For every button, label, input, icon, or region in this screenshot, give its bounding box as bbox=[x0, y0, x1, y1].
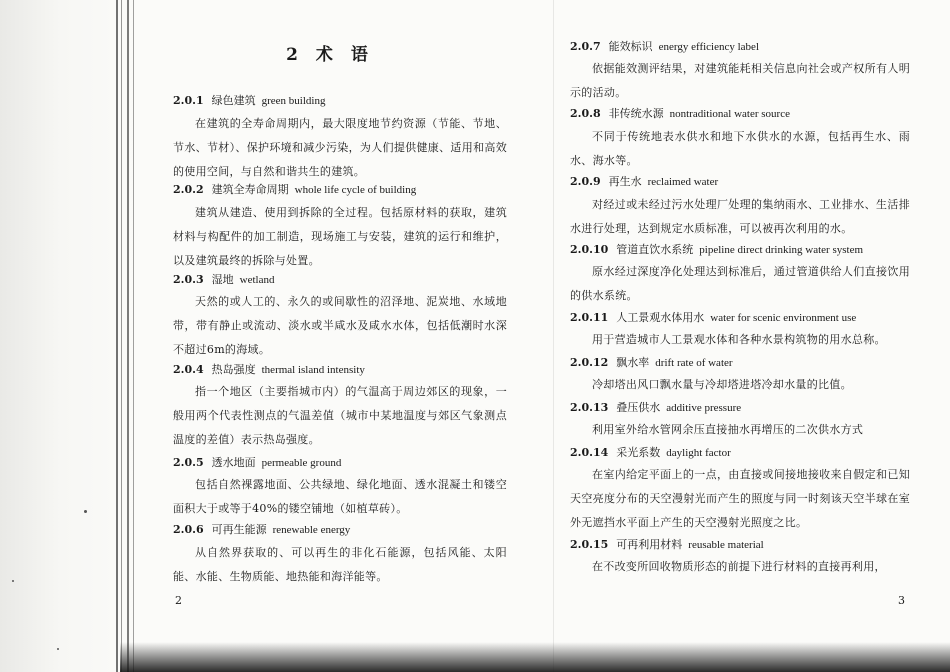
section-number: 2.0.14 bbox=[570, 446, 609, 459]
section-heading bbox=[173, 523, 350, 537]
section-heading bbox=[570, 401, 741, 415]
section-number: 2.0.6 bbox=[173, 523, 204, 536]
section-term-en: pipeline direct drinking water system bbox=[699, 244, 864, 256]
section-number: 2.0.12 bbox=[570, 356, 609, 369]
section-body: 建筑从建造、使用到拆除的全过程。包括原材料的获取，建筑材料与构配件的加工制造，现场施工与安装，建筑的运行和维护，以及建筑最终的拆除与处置。 bbox=[173, 206, 507, 267]
section-heading bbox=[173, 456, 341, 470]
section-term: 再生水 bbox=[608, 175, 642, 188]
section-term: 飘水率 bbox=[616, 356, 650, 369]
section-number: 2.0.11 bbox=[570, 311, 609, 324]
section-body: 用于营造城市人工景观水体和各种水景构筑物的用水总称。 bbox=[592, 333, 886, 346]
section-term: 湿地 bbox=[211, 273, 234, 286]
section-number: 2.0.13 bbox=[570, 401, 609, 414]
section-number: 2.0.9 bbox=[570, 175, 601, 188]
section-number: 2.0.5 bbox=[173, 456, 204, 469]
section-heading bbox=[570, 175, 718, 189]
section-term-en: water for scenic environment use bbox=[710, 312, 857, 324]
binding-shadow bbox=[120, 642, 950, 672]
section-term-en: permeable ground bbox=[261, 457, 342, 469]
section-number: 2.0.7 bbox=[570, 40, 601, 53]
section-term: 绿色建筑 bbox=[211, 94, 256, 107]
section-heading bbox=[570, 356, 733, 370]
section-term: 透水地面 bbox=[211, 456, 256, 469]
section-body: 对经过或未经过污水处理厂处理的集纳雨水、工业排水、生活排水进行处理，达到规定水质标准，可以被再次利用的水。 bbox=[570, 198, 910, 235]
section-heading bbox=[173, 183, 416, 197]
section-heading bbox=[173, 363, 365, 377]
section-term: 采光系数 bbox=[616, 446, 661, 459]
section-term: 人工景观水体用水 bbox=[616, 311, 705, 324]
section-term-en: whole life cycle of building bbox=[294, 184, 417, 196]
page-number: 3 bbox=[898, 594, 905, 607]
section-heading bbox=[570, 243, 863, 257]
section-number: 2.0.8 bbox=[570, 107, 601, 120]
section-heading bbox=[570, 311, 856, 325]
section-heading bbox=[570, 107, 790, 121]
section-term-en: additive pressure bbox=[666, 402, 742, 414]
section-number: 2.0.3 bbox=[173, 273, 204, 286]
section-number: 2.0.10 bbox=[570, 243, 609, 256]
section-term-en: daylight factor bbox=[666, 447, 731, 459]
page-number: 2 bbox=[175, 594, 182, 607]
section-body: 指一个地区（主要指城市内）的气温高于周边郊区的现象，一般用两个代表性测点的气温差值（城市中某地温度与郊区气象测点温度的差值）表示热岛强度。 bbox=[173, 385, 507, 446]
section-term: 能效标识 bbox=[608, 40, 653, 53]
section-body: 在室内给定平面上的一点，由直接或间接地接收来自假定和已知天空亮度分布的天空漫射光而产生的照度与同一时刻该天空半球在室外无遮挡水平面上产生的天空漫射光照度之比。 bbox=[570, 468, 910, 529]
section-term: 可再生能源 bbox=[211, 523, 267, 536]
section-term: 管道直饮水系统 bbox=[616, 243, 694, 256]
section-term-en: drift rate of water bbox=[655, 357, 733, 369]
section-term: 非传统水源 bbox=[608, 107, 664, 120]
section-body: 从自然界获取的、可以再生的非化石能源，包括风能、太阳能、水能、生物质能、地热能和海洋能等。 bbox=[173, 546, 507, 583]
section-number: 2.0.4 bbox=[173, 363, 204, 376]
section-term-en: reusable material bbox=[688, 539, 764, 551]
section-term: 建筑全寿命周期 bbox=[211, 183, 289, 196]
section-body: 利用室外给水管网余压直接抽水再增压的二次供水方式 bbox=[592, 423, 864, 436]
section-body: 不同于传统地表水供水和地下水供水的水源，包括再生水、雨水、海水等。 bbox=[570, 130, 910, 167]
section-number: 2.0.15 bbox=[570, 538, 609, 551]
section-heading bbox=[570, 40, 759, 54]
section-term-en: wetland bbox=[239, 274, 275, 286]
section-term-en: renewable energy bbox=[272, 524, 351, 536]
section-body: 依据能效测评结果，对建筑能耗相关信息向社会或产权所有人明示的活动。 bbox=[570, 62, 910, 99]
right-page bbox=[530, 0, 950, 672]
section-body: 原水经过深度净化处理达到标准后，通过管道供给人们直接饮用的供水系统。 bbox=[570, 265, 910, 302]
section-body: 在不改变所回收物质形态的前提下进行材料的直接再利用， bbox=[592, 560, 886, 573]
section-term-en: reclaimed water bbox=[647, 176, 719, 188]
section-heading bbox=[173, 273, 274, 287]
chapter-title: 2 术 语 bbox=[286, 45, 374, 65]
section-term-en: nontraditional water source bbox=[669, 108, 790, 120]
section-term-en: green building bbox=[261, 95, 326, 107]
section-term-en: thermal island intensity bbox=[261, 364, 365, 376]
section-body: 冷却塔出风口飘水量与冷却塔进塔冷却水量的比值。 bbox=[592, 378, 852, 391]
section-heading bbox=[570, 446, 731, 460]
section-body: 包括自然裸露地面、公共绿地、绿化地面、透水混凝土和镂空面积大于或等于40%的镂空铺地（如植草砖）。 bbox=[173, 478, 507, 515]
section-number: 2.0.1 bbox=[173, 94, 204, 107]
section-body: 在建筑的全寿命周期内，最大限度地节约资源（节能、节地、节水、节材）、保护环境和减少污染，为人们提供健康、适用和高效的使用空间，与自然和谐共生的建筑。 bbox=[173, 117, 507, 178]
section-term: 叠压供水 bbox=[616, 401, 661, 414]
section-heading bbox=[570, 538, 764, 552]
section-body: 天然的或人工的、永久的或间歇性的沼泽地、泥炭地、水域地带，带有静止或流动、淡水或半咸水及咸水水体，包括低潮时水深不超过6m的海域。 bbox=[173, 295, 507, 356]
section-term-en: energy efficiency label bbox=[658, 41, 759, 53]
section-term: 可再利用材料 bbox=[616, 538, 683, 551]
section-number: 2.0.2 bbox=[173, 183, 204, 196]
section-heading bbox=[173, 94, 325, 108]
section-term: 热岛强度 bbox=[211, 363, 256, 376]
